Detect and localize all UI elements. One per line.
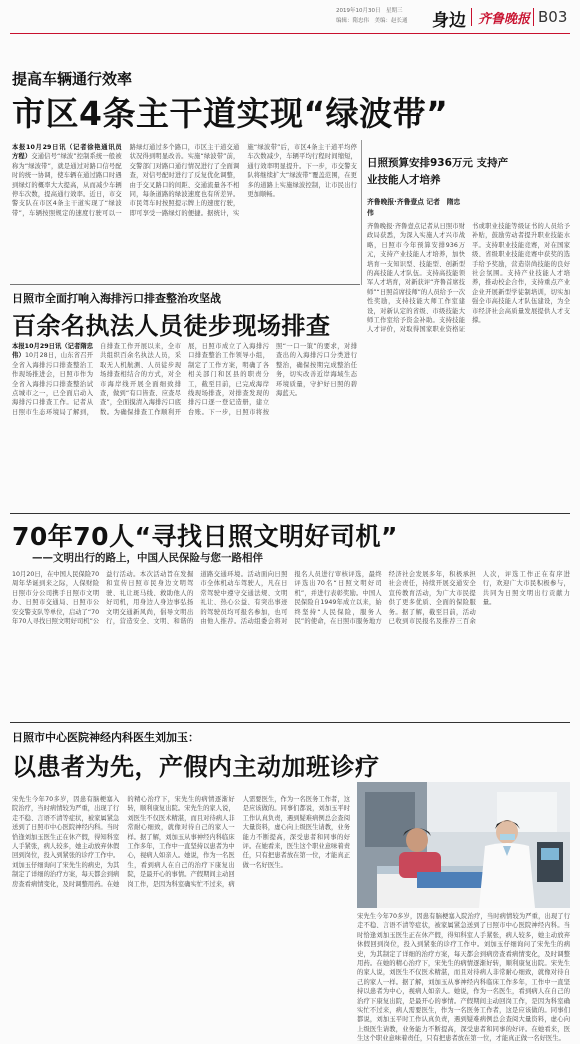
news-photo <box>357 782 570 908</box>
column-rule <box>361 140 362 285</box>
section-name: 身边 <box>432 11 466 31</box>
story2-body <box>367 222 570 510</box>
story5-body-right <box>357 912 570 1043</box>
section-rule-1 <box>10 513 570 514</box>
photo-illustration <box>357 782 570 908</box>
story5-text-continued: 宋先生今年70多岁，因患有脑梗塞入院治疗，当时病情较为严重，出现了行走不稳、言语不清等症状，被家属紧急送到了日照市中心医院神经内科。当时恰逢刘加玉医生正在休产假，得知科室人手紧张，病人较多，她主动放弃休假回到岗位，投入到紧张的诊疗工作中。刘加玉仔细询问了宋先生的病史，为其制定了详细的治疗方案，每天都会到病房查看病情变化，及时调整用药。在她的精心治疗下，宋先生的病情逐渐好转，顺利康复出院。宋先生的家人说，刘医生不仅医术精湛，而且对待病人非常耐心细致，就像对待自己的家人一样。据了解，刘加玉从事神经内科临床工作多年，工作中一直坚持以患者为中心，视病人如亲人。她说，作为一名医生，看到病人在自己的治疗下康复出院，是最开心的事情。产假期间主动回岗工作，是因为科室确实忙不过来，病人需要医生，作为一名医务工作者，这是应该做的。同事们都说，刘加玉平时工作认真负责，遇到疑难病例总会查阅大量资料，虚心向上级医生请教，业务能力不断提高，深受患者和同事的好评。在她看来，医生这个职业意味着责任，只有把患者放在第一位，才能真正做一名好医生。 <box>357 913 570 1043</box>
story3-text: 10月28日，山东省召开全省入海排污口排查整治工作现场推进会，日照市作为全省入海排污口排查整治试点城市之一，已全面启动入海排污口排查工作。记者从日照市生态环境局了解到，自排查工作开展以来，全市共组织百余名执法人员，采取无人机航测、人员徒步现场排查相结合的方式，对全市海岸线开展全面细致排查，做到“有口皆查、应查尽查”，全面摸清入海排污口底数。为确保排查工作顺利开展，日照市成立了入海排污口排查整治工作领导小组，制定了工作方案，明确了各相关部门和区县的职责分工，截至目前，已完成海岸线现场排查，对排查发现的排污口逐一登记造册，建立台账。下一步，日照市将按照“一口一策”的要求，对排查出的入海排污口分类进行整治，确保按期完成整治任务，切实改善近岸海域生态环境质量，守护好日照的碧海蓝天。 <box>12 343 357 416</box>
story5-body-left <box>12 795 350 990</box>
page-number: B03 <box>538 8 568 26</box>
story4-headline: 70年70人“寻找日照文明好司机” <box>12 522 398 551</box>
story1-text: 交通信号“绿波”控制系统一般被称为“绿波带”，就是通过对路口信号配时的统一协调，使车辆在通过路口时遇到绿灯的概率大大提高，从而减少车辆停车次数，提高通行效率。近日，市交警支队在市区4条主干道实现了“绿波带”，车辆按照规定的速度行驶可以一路绿灯通过多个路口，市区主干道交通状况得到明显改善。实施“绿波带”前，交警部门对路口通行情况进行了全面调查，对信号配时进行了反复优化调整，由于交叉路口的间距、交通流量各不相同，每条道路的绿波速度也有所差异。市民驾车时按照提示牌上的速度行驶，即可享受一路绿灯的便捷。据统计，实施“绿波带”后，市区4条主干道平均停车次数减少，车辆平均行程时间缩短，通行效率明显提升。下一步，市交警支队将继续扩大“绿波带”覆盖范围，在更多的道路上实施绿波控制，让市民出行更加顺畅。 <box>12 144 357 217</box>
masthead-date: 2019年10月30日 星期三 <box>336 8 403 14</box>
story1-kicker: 提高车辆通行效率 <box>12 70 133 88</box>
story4-subhead: ——文明出行的路上，中国人民保险与您一路相伴 <box>32 552 263 564</box>
masthead <box>0 0 580 34</box>
story1-headline: 市区4条主干道实现“绿波带” <box>12 94 449 133</box>
story1-rule <box>10 284 360 285</box>
story5-text: 宋先生今年70多岁，因患有脑梗塞入院治疗，当时病情较为严重，出现了行走不稳、言语不清等症状，被家属紧急送到了日照市中心医院神经内科。当时恰逢刘加玉医生正在休产假，得知科室人手紧张，病人较多，她主动放弃休假回到岗位，投入到紧张的诊疗工作中。刘加玉仔细询问了宋先生的病史，为其制定了详细的治疗方案，每天都会到病房查看病情变化，及时调整用药。在她的精心治疗下，宋先生的病情逐渐好转，顺利康复出院。宋先生的家人说，刘医生不仅医术精湛，而且对待病人非常耐心细致，就像对待自己的家人一样。据了解，刘加玉从事神经内科临床工作多年，工作中一直坚持以患者为中心，视病人如亲人。她说，作为一名医生，看到病人在自己的治疗下康复出院，是最开心的事情。产假期间主动回岗工作，是因为科室确实忙不过来，病人需要医生，作为一名医务工作者，这是应该做的。同事们都说，刘加玉平时工作认真负责，遇到疑难病例总会查阅大量资料，虚心向上级医生请教，业务能力不断提高，深受患者和同事的好评。在她看来，医生这个职业意味着责任，只有把患者放在第一位，才能真正做一名好医生。 <box>12 796 350 888</box>
section-divider <box>471 8 472 26</box>
story1-body <box>12 143 357 269</box>
story3-headline: 百余名执法人员徒步现场排查 <box>12 312 331 340</box>
newspaper-logo: 齐鲁晚报 <box>478 12 531 27</box>
story5-headline: 以患者为先，产假内主动加班诊疗 <box>12 753 380 781</box>
story4-body <box>12 570 570 720</box>
story3-kicker: 日照市全面打响入海排污口排查整治攻坚战 <box>12 292 221 305</box>
story2-title: 日照预算安排936万元 支持产业技能人才培养 <box>367 157 509 186</box>
story3-body <box>12 342 357 514</box>
masthead-editors: 编辑：隋忠伟 美编：赵长通 <box>336 18 408 24</box>
story2-text: 齐鲁晚报·齐鲁壹点记者从日照市财政局获悉，为深入实施人才兴市战略，日照市今年预算安排936万元，支持产业技能人才培养，加快培育一支知识型、技能型、创新型的高技能人才队伍。支持高技能领军人才培育，对新获评“齐鲁首席技师”“日照首席技师”的人员给予一次性奖励，支持技能大师工作室建设，对新认定的省级、市级技能大师工作室给予资金补助。支持技能人才评价，对取得国家职业资格证书或职业技能等级证书的人员给予补贴，鼓励劳动者提升职业技能水平。支持职业技能竞赛，对在国家级、省级职业技能竞赛中获奖的选手给予奖励，营造崇尚技能的良好社会氛围。支持产业技能人才培养，推动校企合作，支持重点产业企业开展新型学徒制培训，切实加强全市高技能人才队伍建设，为全市经济社会高质量发展提供人才支撑。 <box>367 223 570 334</box>
story1-byline: 本报10月29日讯（记者徐艳通讯员 方程） <box>12 144 128 161</box>
story3-byline: 本报10月29日讯（记者隋忠伟） <box>12 343 93 360</box>
section-rule-2 <box>10 722 570 723</box>
section-divider-2 <box>533 8 534 26</box>
story5-kicker: 日照市中心医院神经内科医生刘加玉： <box>12 731 199 744</box>
masthead-rule <box>10 33 570 34</box>
story2-byline: 齐鲁晚报·齐鲁壹点 记者 隋忠伟 <box>367 198 461 217</box>
story4-text: 10月20日，在中国人民保险70周年华诞到来之际，人保财险日照市分公司携手日照市文明办、日照市交通局、日照市公安交警支队等单位，启动了“70年70人寻找日照文明好司机”公益行活动。本次活动旨在发掘和宣传日照市民身边文明驾驶、礼让斑马线、救助他人的好司机，用身边人身边事弘扬文明交通新风尚，倡导文明出行，营造安全、文明、和谐的道路交通环境。活动面向日照市全体机动车驾驶人，凡在日常驾驶中遵守交通法规、文明礼让、热心公益、有突出事迹的驾驶员均可报名参加，也可由他人推荐。活动组委会将对报名人员进行审核评选，最终评选出70名“日照文明好司机”，并进行表彰奖励。中国人民保险自1949年成立以来，始终坚持“人民保险，服务人民”的使命，在日照市服务地方经济社会发展多年，积极承担社会责任，持续开展交通安全宣传教育活动，为广大市民提供了更多优质、全面的保险服务。据了解，截至目前，活动已收到市民报名及推荐三百余人次，评选工作正在有序进行，欢迎广大市民积极参与，共同为日照文明出行贡献力量。 <box>12 571 570 626</box>
